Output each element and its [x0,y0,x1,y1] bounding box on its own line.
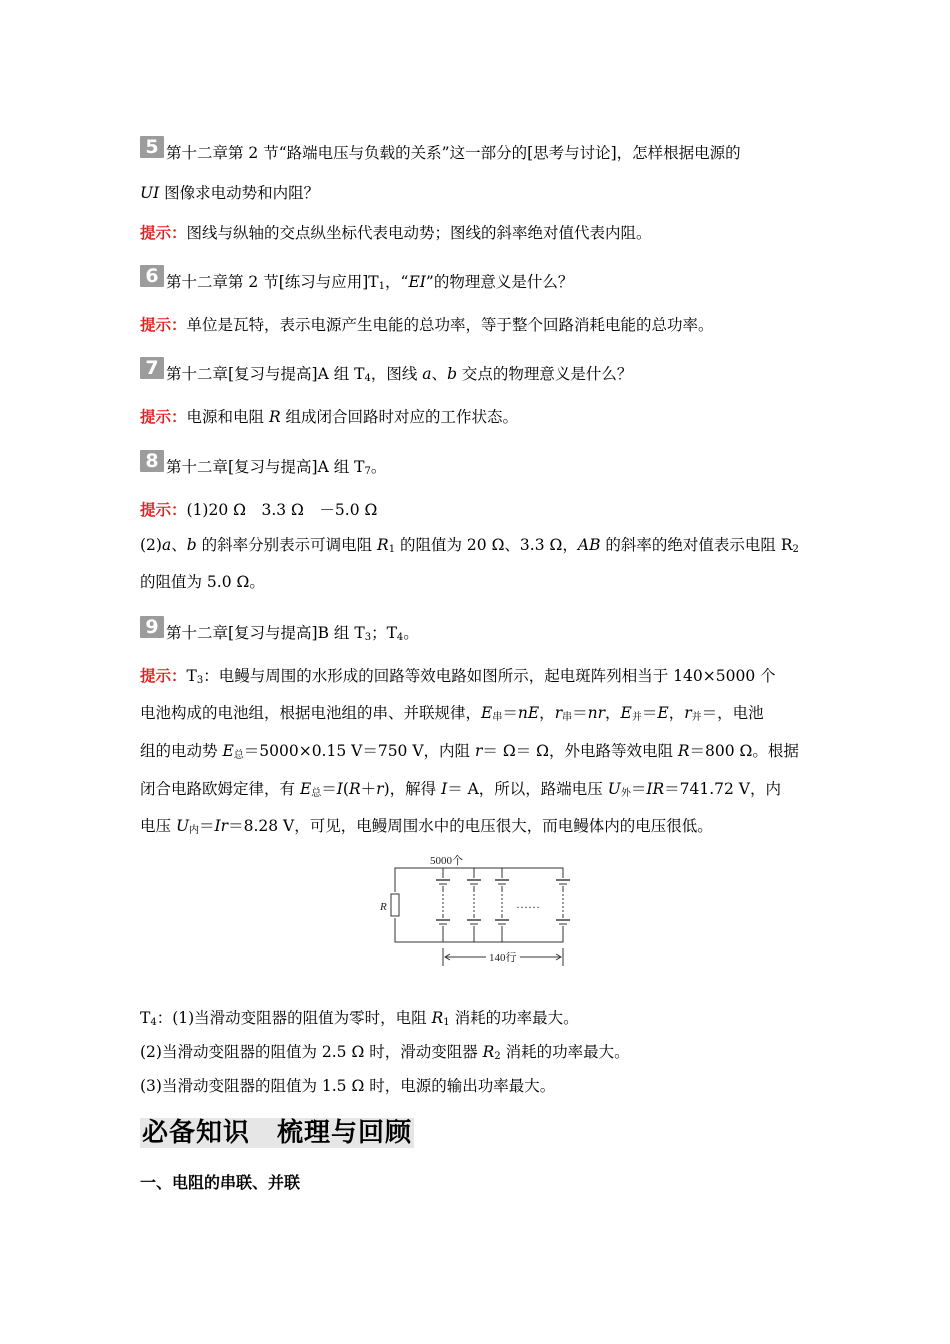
question-9-hint-p5: 电压 $U_内=Ir=8.28$ V，可见，电鳗周围水中的电压很大，而电鳗体内的电压很低。 [140,817,713,836]
t4-line3: (3)当滑动变阻器的阻值为 1.5 Ω 时，电源的输出功率最大。 [140,1077,556,1095]
question-8-hint: 提示：(1)20 Ω 3.3 Ω －5.0 Ω [140,500,378,519]
hint-label: 提示： [140,407,187,426]
question-5-hint: 提示：图线与纵轴的交点纵坐标代表电动势；图线的斜率绝对值代表内阻。 [140,223,652,242]
circuit-top-label: 5000个 [430,855,463,867]
question-5-text: 第十二章第 2 节“路端电压与负载的关系”这一部分的[思考与讨论]，怎样根据电源的 [166,144,741,162]
question-8-hint-line2: (2)a、b 的斜率分别表示可调电阻 $R_1$ 的阻值为 20 Ω、3.3 Ω，AB 的斜率的绝对值表示电阻 $R_2$ [140,536,799,555]
question-9-hint-p1: 提示：$T_3$：电鳗与周围的水形成的回路等效电路如图所示，起电斑阵列相当于 140×5000 个 [140,666,776,686]
subsection-title: 一、电阻的串联、并联 [140,1173,301,1192]
question-7-hint: 提示：电源和电阻 R 组成闭合回路时对应的工作状态。 [140,407,519,426]
t4-line1: $T_4$：(1)当滑动变阻器的阻值为零时，电阻 $R_1$ 消耗的功率最大。 [140,1009,579,1028]
question-9-hint-p4: 闭合电路欧姆定律，有 $E_总=I(R+r)$，解得 I＝ A，所以，路端电压 $U_外=IR=741.72$ V，内 [140,780,781,799]
question-8-hint-line3: 的阻值为 5.0 Ω。 [140,573,265,591]
question-9-text: 第十二章[复习与提高]B 组 $T_3$；$T_4$。 [166,624,419,643]
question-7-text: 第十二章[复习与提高]A 组 $T_4$，图线 a、b 交点的物理意义是什么？ [166,365,633,384]
circuit-diagram [378,852,578,972]
hint-label: 提示： [140,666,187,685]
question-number-badge: 5 [140,136,164,158]
question-number-badge: 7 [140,357,164,379]
question-9-hint-p2: 电池构成的电池组，根据电池组的串、并联规律，$E_串=nE$，$r_串=nr$，$E_并=E$，$r_并=$，电池 [140,704,764,723]
circuit-bottom-label: 140行 [489,952,517,964]
battery-cells [436,878,570,926]
question-number-badge: 8 [140,450,164,472]
question-6-text: 第十二章第 2 节[练习与应用]$T_1$，“EI”的物理意义是什么？ [166,273,574,292]
question-5-text-cont: UI 图像求电动势和内阻？ [140,184,320,202]
resistor [391,894,399,916]
section-title: 必备知识 梳理与回顾 [142,1118,413,1148]
hint-label: 提示： [140,315,187,334]
circuit-resistor-label: R [380,901,387,913]
circuit-dots: …… [516,897,540,911]
question-8-text: 第十二章[复习与提高]A 组 $T_7$。 [166,458,387,477]
t4-line2: (2)当滑动变阻器的阻值为 2.5 Ω 时，滑动变阻器 $R_2$ 消耗的功率最大。 [140,1043,630,1062]
question-number-badge: 6 [140,265,164,287]
hint-label: 提示： [140,500,187,519]
hint-label: 提示： [140,223,187,242]
question-6-hint: 提示：单位是瓦特，表示电源产生电能的总功率，等于整个回路消耗电能的总功率。 [140,315,714,334]
question-number-badge: 9 [140,616,164,638]
question-9-hint-p3: 组的电动势 $E_总=5000\times 0.15$ V＝750 V，内阻 r＝ Ω＝ Ω，外电路等效电阻 R＝800 Ω。根据 [140,742,799,761]
